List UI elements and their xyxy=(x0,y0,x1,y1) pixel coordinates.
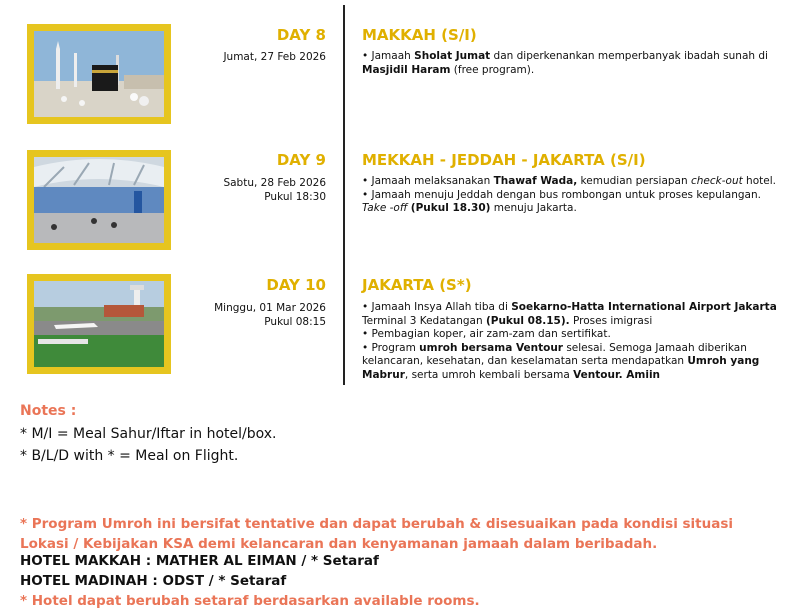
note-line: * M/I = Meal Sahur/Iftar in hotel/box. xyxy=(20,426,277,442)
soekarno-hatta-photo xyxy=(27,274,171,374)
disclaimer-text: * Program Umroh ini bersifat tentative dan dapat berubah & disesuaikan pada kondisi situasi Lokasi / Kebijakan KSA demi kelancaran dan kenyamanan jamaah dalam beribadah. xyxy=(20,516,734,552)
day-label: DAY 8 xyxy=(276,26,326,44)
hotel-makkah: HOTEL MAKKAH : MATHER AL EIMAN / * Setaraf xyxy=(20,553,379,569)
jeddah-airport-photo xyxy=(27,150,171,250)
day-label: DAY 10 xyxy=(266,276,326,294)
day-title: JAKARTA (S*) xyxy=(362,276,472,294)
day-description: • Jamaah melaksanakan Thawaf Wada, kemudian persiapan check-out hotel. • Jamaah menuju Jeddah dengan bus rombongan untuk proses kepulangan. Take -off (Pukul 18.30) menuju Jakarta. xyxy=(362,175,776,214)
day-description: • Jamaah Insya Allah tiba di Soekarno-Hatta International Airport Jakarta Terminal 3 Kedatangan (Pukul 08.15). Proses imigrasi • Pembagian koper, air zam-zam dan sertifikat. • Program umroh bersama Ventour selesai. Semoga Jamaah diberikan kelancaran, kesehatan, dan keselamatan serta mendapatkan Umroh yang Mabrur, serta umroh kembali bersama Ventour. Amiin xyxy=(362,301,777,381)
hotel-madinah: HOTEL MADINAH : ODST / * Setaraf xyxy=(20,573,287,589)
notes-title: Notes : xyxy=(20,403,77,419)
day-title: MEKKAH - JEDDAH - JAKARTA (S/I) xyxy=(362,151,646,169)
day-date: Minggu, 01 Mar 2026 Pukul 08:15 xyxy=(214,302,326,328)
day-title: MAKKAH (S/I) xyxy=(362,26,477,44)
day-date: Sabtu, 28 Feb 2026 Pukul 18:30 xyxy=(223,177,326,203)
day-date: Jumat, 27 Feb 2026 xyxy=(223,51,326,63)
day-description: • Jamaah Sholat Jumat dan diperkenankan memperbanyak ibadah sunah di Masjidil Haram (free program). xyxy=(362,50,768,76)
note-line: * B/L/D with * = Meal on Flight. xyxy=(20,448,239,464)
kaaba-photo xyxy=(27,24,171,124)
day-label: DAY 9 xyxy=(276,151,326,169)
hotel-note: * Hotel dapat berubah setaraf berdasarkan available rooms. xyxy=(20,593,480,609)
timeline-divider xyxy=(343,5,345,385)
